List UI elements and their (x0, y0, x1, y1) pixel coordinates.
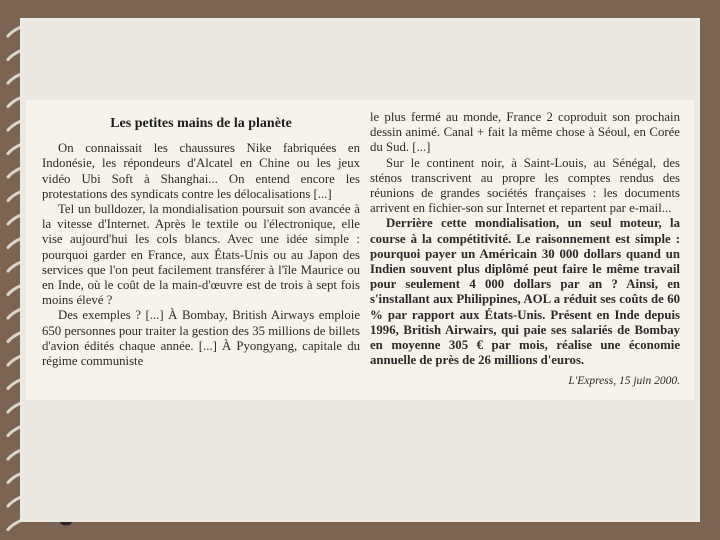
article-left-column (42, 110, 360, 369)
article-paragraph: Des exemples ? [...] À Bombay, British Airways emploie 650 personnes pour traiter la gestion des 35 millions de billets d'avion édités chaque année. [...] À Pyongyang, capitale du régime communiste (42, 308, 360, 369)
article-clipping (26, 100, 694, 400)
article-title: Les petites mains de la planète (110, 116, 292, 131)
article-paragraph: le plus fermé au monde, France 2 coproduit son prochain dessin animé. Canal + fait la même chose à Séoul, en Corée du Sud. [...] (370, 110, 680, 155)
article-source: L'Express, 15 juin 2000. (568, 375, 680, 388)
article-paragraph: Sur le continent noir, à Saint-Louis, au Sénégal, des sténos transcrivent au propre les comptes rendus des réunions de grandes sociétés françaises : les documents arrivent en fichier-son sur Internet et repartent par e-mail... (370, 155, 680, 216)
article-paragraph: On connaissait les chaussures Nike fabriquées en Indonésie, les répondeurs d'Alcatel en Chine ou les jeux vidéo Ubi Soft à Shanghai... On entend encore les protestations des syndicats contre les délocalisations [...] (42, 141, 360, 201)
article-paragraph: Derrière cette mondialisation, un seul moteur, la course à la compétitivité. Le raisonnement est simple : pourquoi payer un Américain 30 000 dollars quand un Indien souvent plus diplômé peut faire le même travail pour seulement 4 000 dollars par an ? Ainsi, en s'installant aux Philippines, AOL a réduit ses coûts de 60 % par rapport aux États-Unis. Présent en Inde depuis 1996, British Airwairs, qui paie ses salariés de Bombay en moyenne 305 € par mois, réalise une économie annuelle de près de 26 millions d'euros. (370, 216, 680, 368)
article-paragraph: Tel un bulldozer, la mondialisation poursuit son avancée à la vitesse d'Internet. Après le textile ou l'électronique, elle vise aujourd'hui les cols blancs. Avec une idée simple : pourquoi garder en France, aux États-Unis ou au Japon des services que l'on peut facilement transférer à l'île Maurice ou en Inde, où le coût de la main-d'œuvre est de trois à sept fois moins élevé ? (42, 202, 360, 308)
article-right-column (370, 110, 680, 390)
